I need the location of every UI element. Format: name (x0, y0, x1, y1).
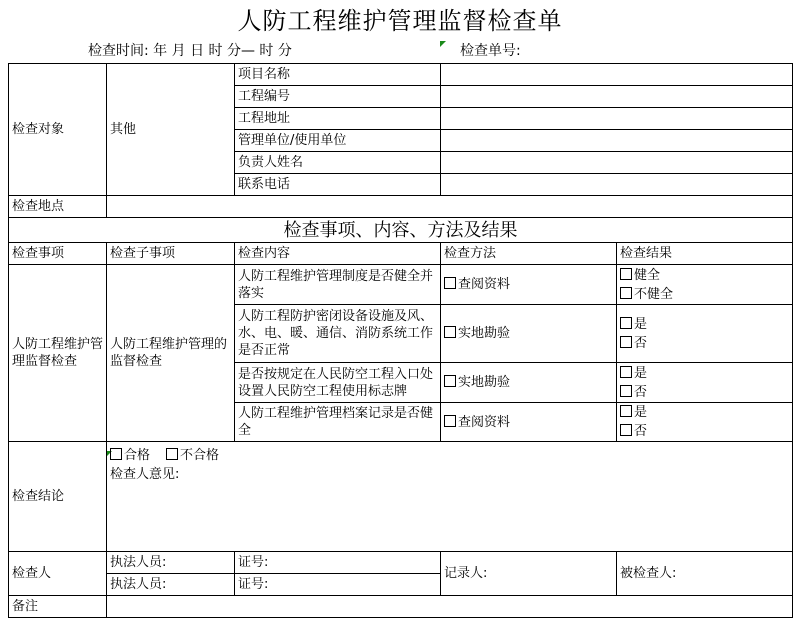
field-value-cell[interactable] (441, 86, 793, 108)
location-value-cell[interactable] (107, 196, 793, 218)
column-header: 检查子事项 (107, 243, 235, 265)
field-value-cell[interactable] (441, 130, 793, 152)
field-label: 管理单位/使用单位 (235, 130, 441, 152)
column-header: 检查结果 (617, 243, 793, 265)
checkbox-icon[interactable] (166, 448, 178, 460)
item-name: 人防工程维护管理监督检查 (9, 265, 107, 442)
field-label: 项目名称 (235, 64, 441, 86)
field-value-cell[interactable] (441, 108, 793, 130)
checkbox-icon[interactable] (620, 385, 632, 397)
checkbox-icon[interactable] (444, 415, 456, 427)
column-header: 检查内容 (235, 243, 441, 265)
inspector-row (9, 552, 793, 574)
column-header-row (9, 243, 793, 265)
inspected-label[interactable]: 被检查人: (617, 552, 793, 596)
field-value-cell[interactable] (441, 152, 793, 174)
checkbox-icon[interactable] (620, 366, 632, 378)
cell-comment-marker-icon (440, 41, 446, 47)
item-row (9, 265, 793, 305)
conclusion-row (9, 442, 793, 552)
column-header: 检查事项 (9, 243, 107, 265)
field-label: 负责人姓名 (235, 152, 441, 174)
opinion-label: 检查人意见: (110, 467, 180, 482)
checkbox-icon[interactable] (620, 317, 632, 329)
location-label: 检查地点 (9, 196, 107, 218)
section-row (9, 218, 793, 243)
item-method[interactable]: 实地勘验 (441, 305, 617, 363)
officer-label[interactable]: 执法人员: (107, 552, 235, 574)
cert-label[interactable]: 证号: (235, 552, 441, 574)
inspection-number-label: 检查单号: (460, 43, 521, 59)
checkbox-icon[interactable] (620, 268, 632, 280)
checkbox-icon[interactable] (444, 277, 456, 289)
remarks-label: 备注 (9, 596, 107, 618)
cert-label[interactable]: 证号: (235, 574, 441, 596)
item-result: 是 否 (617, 363, 793, 403)
remarks-row (9, 596, 793, 618)
item-sub: 人防工程维护管理的监督检查 (107, 265, 235, 442)
checkbox-icon[interactable] (444, 326, 456, 338)
object-label: 检查对象 (9, 64, 107, 196)
checkbox-icon[interactable] (620, 287, 632, 299)
field-value-cell[interactable] (441, 174, 793, 196)
object-row (9, 64, 793, 86)
item-content: 人防工程防护密闭设备设施及风、水、电、暖、通信、消防系统工作是否正常 (235, 305, 441, 363)
item-method[interactable]: 实地勘验 (441, 363, 617, 403)
inspection-form-table (8, 63, 793, 618)
field-label: 工程地址 (235, 108, 441, 130)
fail-option: 不合格 (180, 448, 220, 463)
checkbox-icon[interactable] (620, 336, 632, 348)
column-header: 检查方法 (441, 243, 617, 265)
item-method[interactable]: 查阅资料 (441, 403, 617, 442)
object-category: 其他 (107, 64, 235, 196)
recorder-label[interactable]: 记录人: (441, 552, 617, 596)
field-label: 工程编号 (235, 86, 441, 108)
checkbox-icon[interactable] (620, 405, 632, 417)
inspector-label: 检查人 (9, 552, 107, 596)
checkbox-icon[interactable] (444, 375, 456, 387)
item-content: 人防工程维护管理档案记录是否健全 (235, 403, 441, 442)
item-result: 是 否 (617, 403, 793, 442)
conclusion-label: 检查结论 (9, 442, 107, 552)
item-content: 是否按规定在人民防空工程入口处设置人民防空工程使用标志牌 (235, 363, 441, 403)
pass-option: 合格 (124, 448, 151, 463)
item-content: 人防工程维护管理制度是否健全并落实 (235, 265, 441, 305)
conclusion-cell[interactable] (107, 442, 793, 552)
location-row (9, 196, 793, 218)
inspection-time-label: 检查时间: 年 月 日 时 分— 时 分 (88, 43, 292, 59)
remarks-value-cell[interactable] (107, 596, 793, 618)
checkbox-icon[interactable] (620, 424, 632, 436)
field-label: 联系电话 (235, 174, 441, 196)
checkbox-icon[interactable] (110, 448, 122, 460)
item-result: 健全 不健全 (617, 265, 793, 305)
section-title: 检查事项、内容、方法及结果 (9, 218, 793, 243)
item-method[interactable]: 查阅资料 (441, 265, 617, 305)
form-title: 人防工程维护管理监督检查单 (237, 7, 563, 35)
form-subheader (8, 40, 792, 62)
field-value-cell[interactable] (441, 64, 793, 86)
item-result: 是 否 (617, 305, 793, 363)
officer-label[interactable]: 执法人员: (107, 574, 235, 596)
